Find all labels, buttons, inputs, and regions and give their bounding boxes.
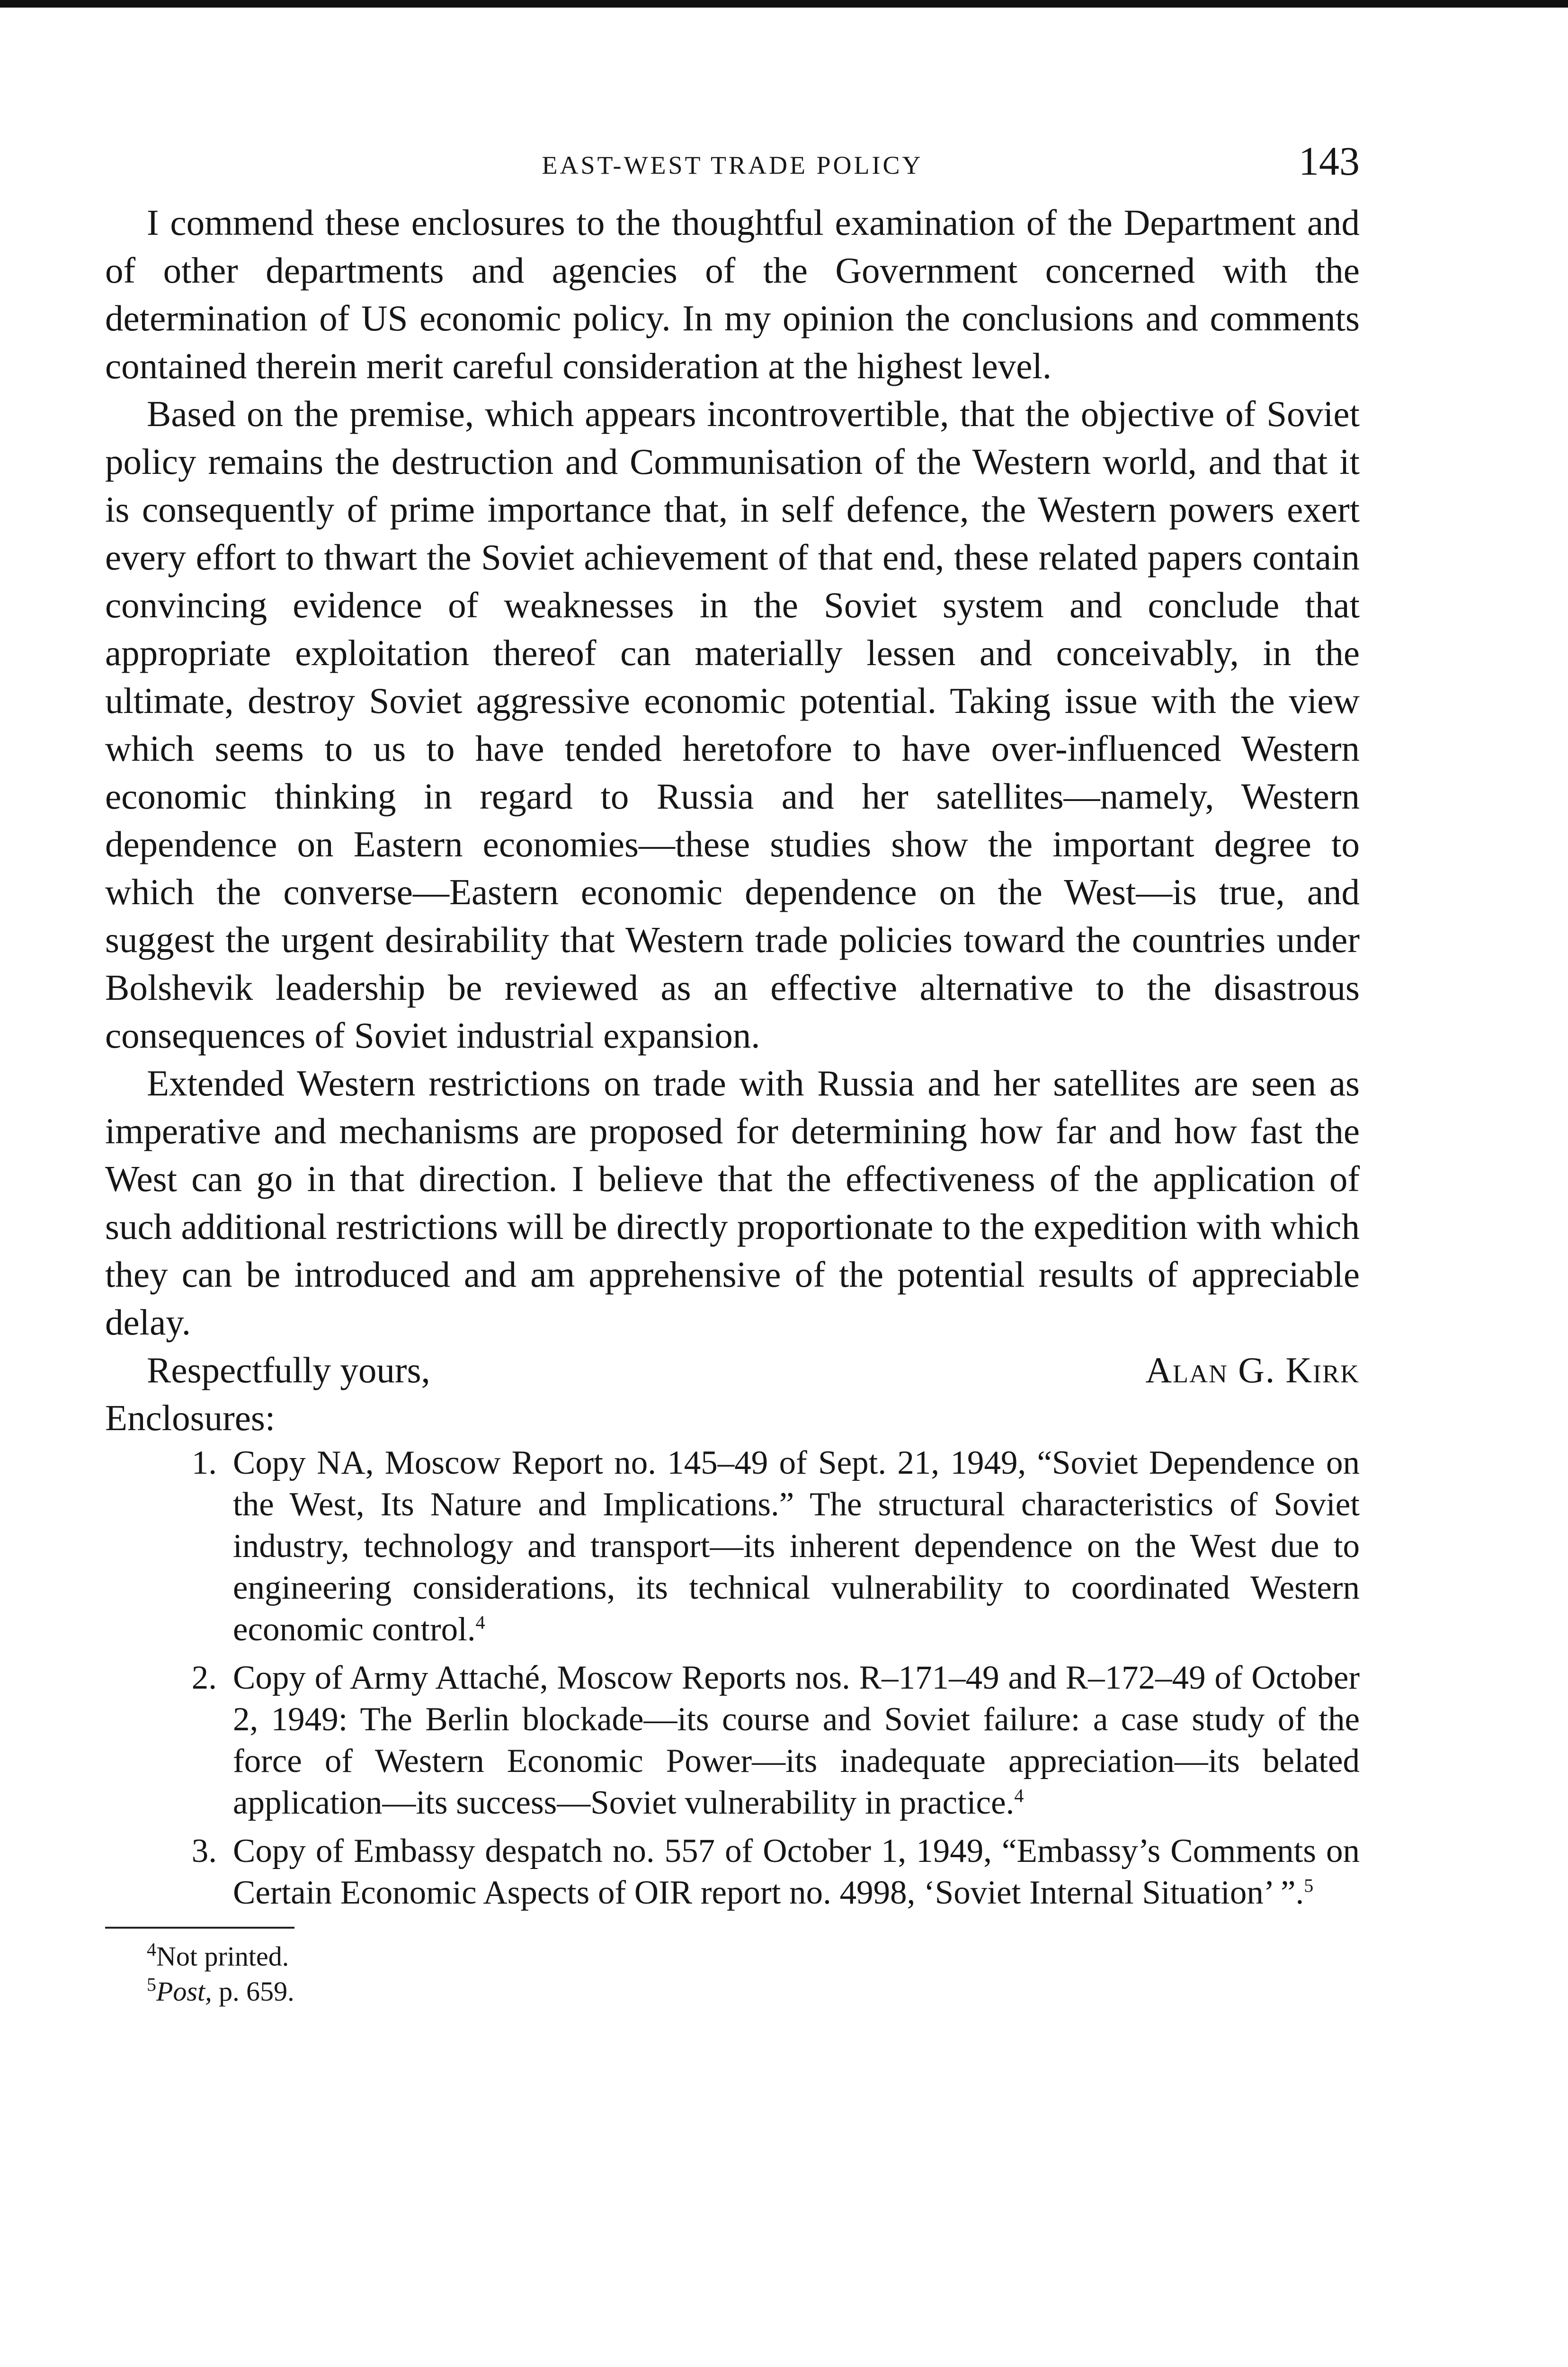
footnote-5 [105,1974,1360,2009]
footnote-reference[interactable]: 4 [1014,1785,1024,1806]
running-title: EAST-WEST TRADE POLICY [542,151,923,179]
enclosure-number: 3. [191,1833,217,1869]
paragraph-3: Extended Western restrictions on trade with Russia and her satellites are seen as imperative and mechanisms are proposed for determining how far and how fast the West can go in that direction. I believe that the effectiveness of the application of such additional restrictions will be directly proportionate to the expedition with which they can be introduced and am apprehensive of the potential results of appreciable delay. [105,1063,1360,1343]
enclosure-description: Copy of Embassy despatch no. 557 of October 1, 1949, “Embassy’s Comments on Certain Economic Aspects of OIR report no. 4998, ‘Soviet Internal Situation’ ”. [233,1833,1360,1911]
enclosure-text [233,1442,1360,1650]
enclosure-description: Copy NA, Moscow Report no. 145–49 of Sept. 21, 1949, “Soviet Dependence on the West, Its Nature and Implications.” The structural characteristics of Soviet industry, technology and transport—its inherent dependence on the West due to engineering considerations, its technical vulnerability to coordinated Western economic control. [233,1444,1360,1648]
footnote-text: Not printed. [156,1941,289,1972]
enclosure-list [105,1442,1360,1913]
paragraph-2: Based on the premise, which appears incontrovertible, that the objective of Soviet policy remains the destruction and Communisation of the Western world, and that it is consequently of prime importance that, in self defence, the Western powers exert every effort to thwart the Soviet achievement of that end, these related papers contain convincing evidence of weaknesses in the Soviet system and conclude that appropriate exploitation thereof can materially lessen and conceivably, in the ultimate, destroy Soviet aggressive economic potential. Taking issue with the view which seems to us to have tended heretofore to have over-influenced Western economic thinking in regard to Russia and her satellites—namely, Western dependence on Eastern economies—these studies show the important degree to which the converse—Eastern economic dependence on the West—is true, and suggest the urgent desirability that Western trade policies toward the countries under Bolshevik leadership be reviewed as an effective alternative to the disastrous consequences of Soviet industrial expansion. [105,393,1360,1056]
footnote-reference[interactable]: 5 [1304,1875,1314,1896]
footnote-mark: 5 [147,1974,156,1995]
enclosures-heading: Enclosures: [105,1397,276,1438]
footnote-4 [105,1939,1360,1974]
footnote-reference[interactable]: 4 [475,1611,485,1633]
footnote-divider [105,1927,294,1929]
signature: Alan G. Kirk [1145,1350,1360,1390]
page-number: 143 [1299,138,1360,184]
enclosure-number: 1. [191,1444,217,1481]
enclosure-text [233,1830,1360,1913]
enclosure-item [105,1442,1360,1650]
closing-salutation: Respectfully yours, [147,1350,430,1390]
enclosure-number: 2. [191,1659,217,1696]
enclosure-description: Copy of Army Attaché, Moscow Reports nos. R–171–49 and R–172–49 of October 2, 1949: The Berlin blockade—its course and Soviet failure: a case study of the force of Western Economic Power—its inadequate appreciation—its belated application—its success—Soviet vulnerability in practice. [233,1659,1360,1821]
footnote-text: p. 659. [212,1976,294,2007]
paragraph-1: I commend these enclosures to the thoughtful examination of the Department and of other departments and agencies of the Government concerned with the determination of US economic policy. In my opinion the conclusions and comments contained therein merit careful consideration at the highest level. [105,202,1360,386]
document-page [105,128,1360,2009]
enclosure-item [105,1657,1360,1824]
letter-body [105,199,1360,1346]
footnote-italic-text: Post, [156,1976,212,2007]
page-top-border [0,0,1568,8]
footnote-mark: 4 [147,1939,156,1960]
letter-closing [105,1346,1360,1394]
page-header [105,128,1360,199]
enclosure-text [233,1657,1360,1824]
enclosure-item [105,1830,1360,1913]
